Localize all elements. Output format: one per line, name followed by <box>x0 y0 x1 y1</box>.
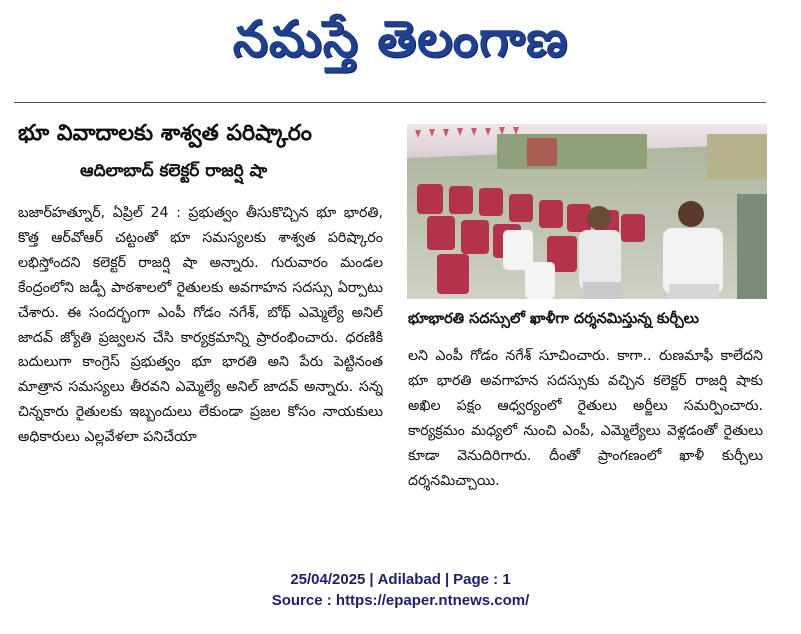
photo-caption: భూభారతి సదస్సులో ఖాళీగా దర్శనమిస్తున్న కుర్చీలు <box>408 311 699 327</box>
footer-separator: | <box>369 571 374 588</box>
masthead-title: నమస్తే తెలంగాణ <box>232 10 569 68</box>
article-body-left-column: బజార్‌హత్నూర్, ఏప్రిల్ 24 : ప్రభుత్వం తీసుకొచ్చిన భూ భారతి, కొత్త ఆర్‌వోఆర్ చట్టంతో భూ సమస్యలకు శాశ్వత పరిష్కారం లభిస్తోందని కలెక్టర్ రాజర్షి షా అన్నారు. గురువారం మండల కేంద్రంలోని జడ్పీ పాఠశాలలో రైతులకు అవగాహన సదస్సు ఏర్పాటు చేశారు. ఈ సందర్భంగా ఎంపీ గోడం నగేశ్, బోథ్ ఎమ్మెల్యే అనిల్ జాదవ్ జ్యోతి ప్రజ్వలన చేసి కార్యక్రమాన్ని ప్రారంభించారు. ధరణికి బదులుగా కాంగ్రెస్ ప్రభుత్వం భూ భారతి అని పేరు పెట్టినంత మాత్రాన సమస్యలు తీరవని ఎమ్మెల్యే అనిల్ జాదవ్ అన్నారు. సన్న చిన్నకారు రైతులకు ఇబ్బందులు లేకుండా ప్రజల కోసం నాయకులు అధికారులు ఎల్లవేళలా పనిచేయా <box>18 205 383 446</box>
article-headline: భూ వివాదాలకు శాశ్వత పరిష్కారం <box>18 121 312 146</box>
footer-meta-line <box>0 569 801 590</box>
masthead-divider <box>14 102 766 103</box>
footer-source: Source : https://epaper.ntnews.com/ <box>271 592 530 609</box>
article-photo <box>407 124 767 299</box>
article-body-right-column: లని ఎంపీ గోడం నగేశ్ సూచించారు. కాగా.. రుణమాఫీ కాలేదని భూ భారతి అవగాహన సదస్సుకు వచ్చిన కలెక్టర్ రాజర్షి షాకు అఖిల పక్షం ఆధ్వర్యంలో రైతులు అర్జీలు సమర్పించారు. కార్యక్రమం మధ్యలో నుంచి ఎంపీ, ఎమ్మెల్యేలు వెళ్లడంతో రైతులు కూడా వెనుదిరిగారు. దీంతో ప్రాంగణంలో ఖాళీ కుర్చీలు దర్శనమిచ్చాయి. <box>408 348 763 489</box>
empty-chairs-photo <box>407 124 767 299</box>
footer-separator: | <box>444 571 450 588</box>
footer-page: Page : 1 <box>453 571 511 588</box>
page-footer <box>0 569 801 611</box>
newspaper-masthead <box>0 4 801 74</box>
article-subheadline: ఆదిలాబాద్ కలెక్టర్ రాజర్షి షా <box>80 161 268 181</box>
footer-date: 25/04/2025 <box>290 571 366 588</box>
footer-edition: Adilabad <box>377 571 441 588</box>
